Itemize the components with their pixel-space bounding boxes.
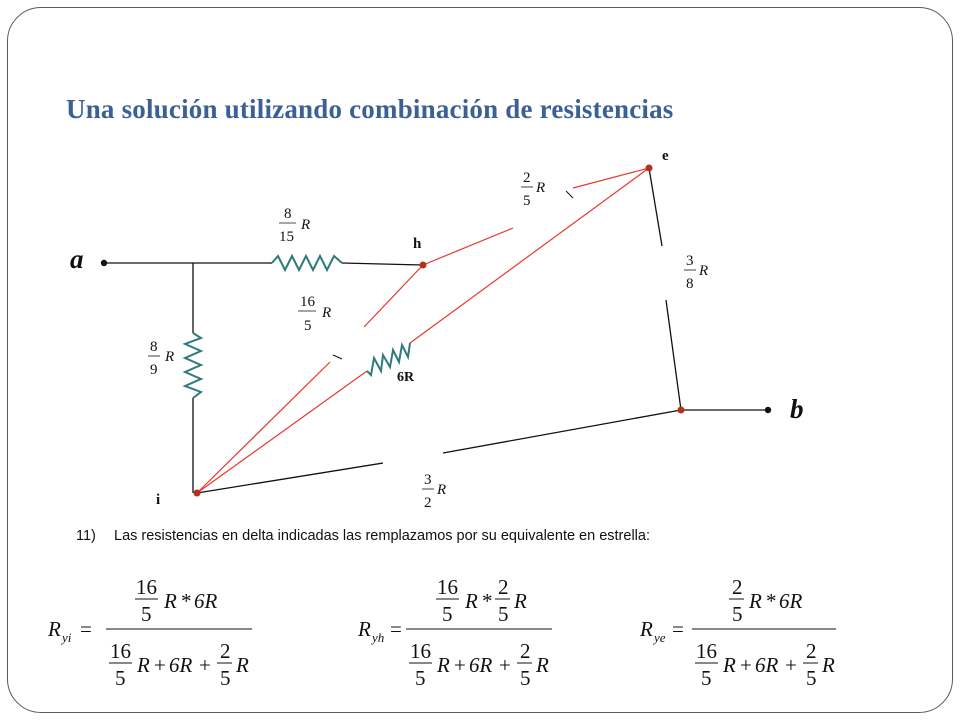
svg-text:R: R [358,617,371,641]
value-eb-num: 3 [686,253,694,269]
svg-text:5: 5 [415,666,426,690]
r-he-tick [566,191,573,198]
value-ai-var: R [165,349,175,365]
svg-text:5: 5 [220,666,231,690]
svg-text:5: 5 [442,602,453,626]
svg-text:*: * [766,589,777,613]
svg-text:2: 2 [520,639,531,663]
svg-text:R: R [536,653,549,677]
svg-text:5: 5 [520,666,531,690]
svg-text:+: + [499,653,511,677]
wire-r-ib-to-b [443,410,681,453]
svg-text:6R: 6R [469,653,493,677]
delta-wires [197,168,649,493]
svg-text:=: = [80,617,92,641]
svg-text:6R: 6R [755,653,779,677]
label-e: e [662,148,669,164]
value-he-var: R [536,180,546,196]
value-hi-den: 5 [304,318,312,334]
svg-text:2: 2 [806,639,817,663]
svg-text:2: 2 [220,639,231,663]
svg-text:6R: 6R [194,589,218,613]
value-ai-num: 8 [150,339,158,355]
svg-text:16: 16 [136,575,157,599]
resistor-ai-zigzag [185,333,201,398]
svg-text:5: 5 [732,602,743,626]
svg-text:R: R [164,589,177,613]
slide-title: Una solución utilizando combinación de resistencias [66,94,674,124]
value-ah-var: R [301,217,311,233]
value-ah-den: 15 [279,229,294,245]
svg-text:5: 5 [806,666,817,690]
svg-text:*: * [181,589,192,613]
svg-text:R: R [437,653,450,677]
svg-text:=: = [390,617,402,641]
svg-text:R: R [723,653,736,677]
value-ah-num: 8 [284,206,292,222]
wire-r-eb-to-b [666,300,681,410]
svg-text:R: R [514,589,527,613]
svg-text:R: R [749,589,762,613]
label-b: b [790,394,804,424]
value-he [521,170,545,209]
value-ie: 6R [397,370,415,385]
svg-text:2: 2 [732,575,743,599]
svg-text:yi: yi [62,630,72,645]
wire-h-to-r-he [423,228,513,265]
wire-i-to-r-ie [197,371,367,493]
wire-r-hi-to-i [197,362,330,493]
r-hi-tick [333,355,342,359]
svg-text:=: = [672,617,684,641]
node-h-dot [420,262,427,269]
svg-text:5: 5 [498,602,509,626]
value-he-den: 5 [523,193,531,209]
value-eb-var: R [699,263,709,279]
wire-r-ah-to-h [342,263,423,265]
svg-text:16: 16 [410,639,431,663]
node-e-dot [646,165,653,172]
svg-text:R: R [137,653,150,677]
step-number: 11) [76,528,96,544]
svg-text:5: 5 [115,666,126,690]
svg-text:+: + [740,653,752,677]
svg-text:+: + [785,653,797,677]
svg-text:+: + [454,653,466,677]
value-ib [422,472,446,511]
resistor-ah-zigzag [272,256,342,270]
value-hi [298,294,331,334]
svg-text:5: 5 [701,666,712,690]
svg-text:ye: ye [654,630,666,645]
svg-text:R: R [822,653,835,677]
value-eb-den: 8 [686,276,694,292]
node-i-dot [194,490,201,497]
value-he-num: 2 [523,170,531,186]
svg-text:R: R [465,589,478,613]
equation-r-yi [40,572,260,690]
wire-i-to-r-ib [197,463,383,493]
value-ai-den: 9 [150,362,158,378]
value-ib-var: R [437,482,447,498]
value-ib-num: 3 [424,472,432,488]
svg-text:+: + [154,653,166,677]
step-text: Las resistencias en delta indicadas las remplazamos por su equivalente en estrella: [114,528,650,544]
label-a: a [70,244,84,274]
resistors [185,256,410,398]
svg-text:R: R [236,653,249,677]
value-hi-num: 16 [300,294,315,310]
equation-r-yh [350,572,560,690]
label-i: i [156,492,161,508]
wire-h-to-r-hi [364,265,423,327]
wire-e-to-r-eb [649,168,662,246]
svg-text:*: * [482,589,493,613]
svg-text:2: 2 [498,575,509,599]
svg-text:5: 5 [141,602,152,626]
svg-text:R: R [640,617,653,641]
svg-text:16: 16 [110,639,131,663]
black-wires [104,168,768,493]
value-hi-var: R [322,305,332,321]
step-instruction [76,528,650,544]
svg-text:yh: yh [372,630,385,645]
svg-text:6R: 6R [779,589,803,613]
value-ai [148,339,174,378]
svg-text:16: 16 [437,575,458,599]
node-b-dot [678,407,685,414]
equation-r-ye [632,572,842,690]
value-ah [279,206,310,245]
svg-text:R: R [48,617,61,641]
terminal-a-dot [101,260,107,266]
svg-text:16: 16 [696,639,717,663]
terminal-b-dot [765,407,771,413]
svg-text:6R: 6R [169,653,193,677]
wire-r-he-to-e [573,168,649,188]
label-h: h [413,236,422,252]
value-eb [684,253,708,292]
svg-text:+: + [199,653,211,677]
value-ib-den: 2 [424,495,432,511]
